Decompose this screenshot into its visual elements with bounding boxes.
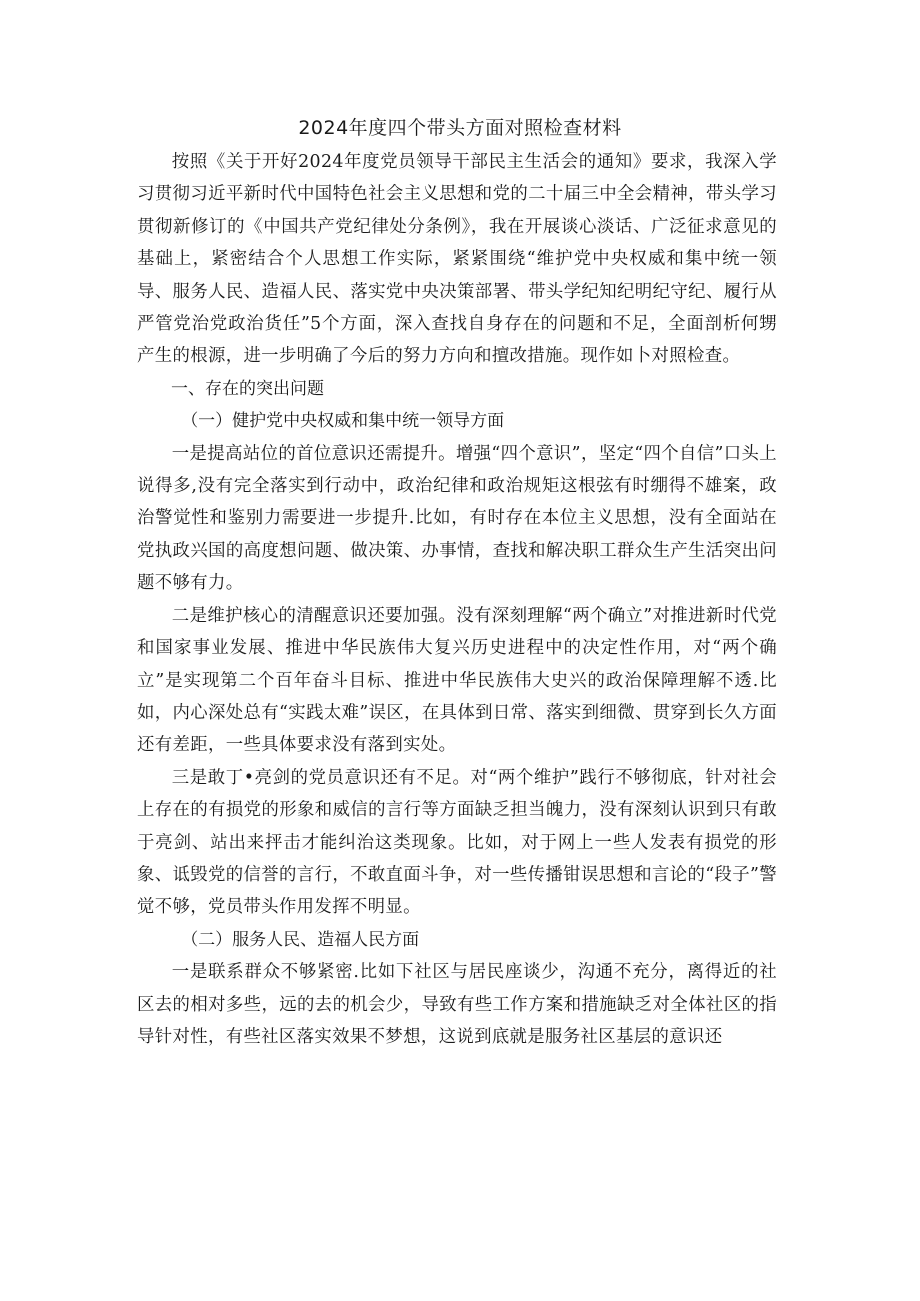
document-body [137, 146, 777, 1053]
section-heading-problems: 一、存在的突出问题 [171, 378, 324, 399]
document-title: 2024年度四个带头方面对照检查材料 [298, 117, 622, 139]
paragraph-awareness: 一是提高站位的首位意识还需提升。增强“四个意识”，坚定“四个自信”口头上说得多,没有完全落实到行动中，政治纪律和政治规矩这根弦有时绷得不雄案，政治警觉性和鉴别力需要进一步提升.比如，有时存在本位主义思想，没有全面站在党执政兴国的高度想问题、做决策、办事情，查找和解决职工群众生产生活突出问题不够有力。 [137, 443, 777, 594]
paragraph-core: 二是维护核心的清醒意识还要加强。没有深刻理解“两个确立”对推进新时代党和国家事业发展、推进中华民族伟大复兴历史进程中的决定性作用，对“两个确立”是实现第二个百年奋斗目标、推进中华民族伟大史兴的政治保障理解不透.比如，内心深处总有“实践太难”误区，在具体到日常、落实到细微、贯穿到长久方面还有差距，一些具体要求没有落到实处。 [137, 605, 777, 756]
subsection-heading-leadership: （一）健护党中央权威和集中统一领导方面 [181, 411, 505, 432]
paragraph-party-member: 三是敢丁•亮剑的党员意识还有不足。对“两个维护”践行不够彻底，针对社会上存在的有损党的形象和威信的言行等方面缺乏担当魄力，没有深刻认识到只有敢于亮剑、站出来抨击才能纠治这类现象。比如，对于网上一些人发表有损党的形象、诋毁党的信誉的言行，不敢直面斗争，对一些传播钳误思想和言论的“段子”警觉不够，党员带头作用发挥不明显。 [137, 767, 777, 918]
subsection-heading-serve-people: （二）服务人民、造福人民方面 [181, 929, 420, 950]
intro-paragraph: 按照《关于开好2024年度党员领导干部民主生活会的通知》要求，我深入学习贯彻习近平新时代中国特色社会主义思想和党的二十届三中全会精神，带头学习贯彻新修订的《中国共产党纪律处分条例》，我在开展谈心淡话、广泛征求意见的基础上，紧密结合个人思想工作实际，紧紧围绕“维护党中央权威和集中统一领导、服务人民、造福人民、落实党中央决策部署、带头学纪知纪明纪守纪、履行从严管党治党政治货任”5个方面，深入查找自身存在的问题和不足，全面剖析何甥产生的根源，进一步明确了今后的努力方向和擅改措施。现作如卜对照检查。 [137, 152, 777, 367]
paragraph-contact-masses: 一是联系群众不够紧密.比如下社区与居民座谈少，沟通不充分，离得近的社区去的相对多些，远的去的机会少，导致有些工作方案和措施缺乏对全体社区的指导针对性，有些社区落实效果不梦想，这说到底就是服务社区基层的意识还 [137, 962, 777, 1047]
